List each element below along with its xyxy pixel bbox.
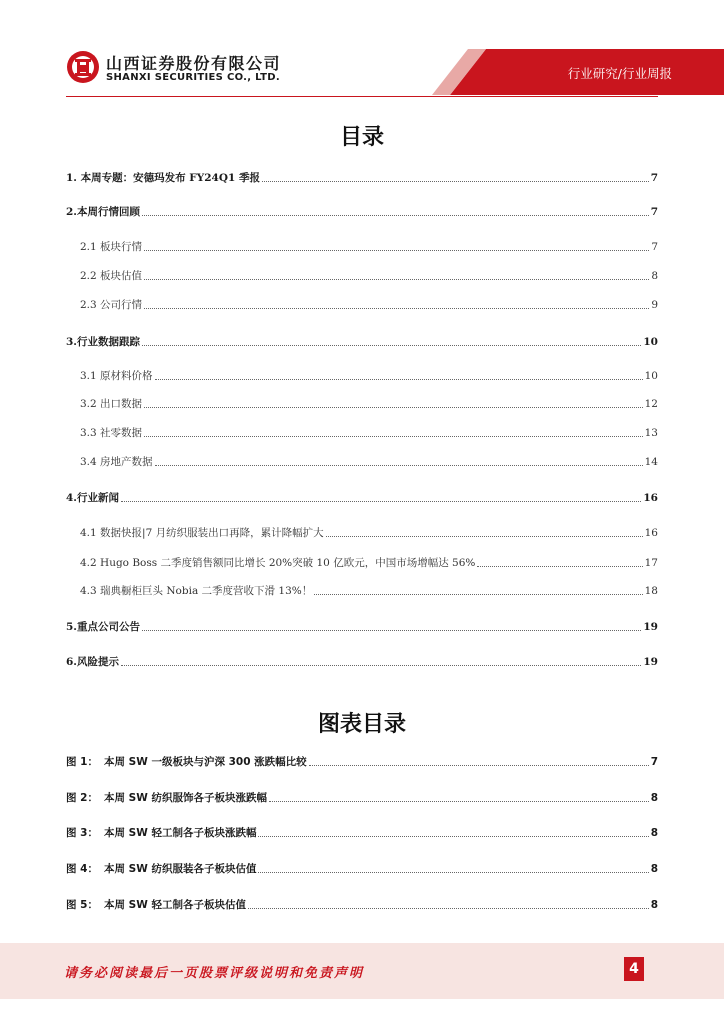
leader-dots [309, 764, 649, 766]
toc-entry-text: 4.3 瑞典橱柜巨头 Nobia 二季度营收下滑 13%！ [80, 585, 313, 597]
toc-entry-page: 18 [644, 585, 658, 597]
company-name-cn: 山西证券股份有限公司 [106, 54, 282, 73]
figures-title: 图表目录 [317, 712, 406, 737]
toc-entry-text: 3.4 房地产数据 [80, 456, 153, 468]
leader-dots [142, 344, 641, 346]
toc-entry-page: 14 [644, 456, 658, 468]
leader-dots [477, 565, 642, 567]
toc-entry-text: 4.行业新闻 [66, 492, 119, 504]
figure-entry-page: 8 [650, 827, 658, 839]
figure-entry[interactable] [66, 861, 658, 876]
toc-title: 目录 [339, 125, 384, 150]
figure-entry-text: 本周 SW 轻工制各子板块涨跌幅 [104, 827, 257, 839]
leader-dots [269, 800, 649, 802]
leader-dots [258, 871, 648, 873]
toc-entry-page: 7 [650, 206, 658, 218]
toc-entry-page: 7 [650, 172, 658, 184]
leader-dots [144, 435, 643, 437]
leader-dots [121, 500, 641, 502]
report-type-tag: 行业研究/行业周报 [567, 66, 672, 81]
leader-dots [326, 535, 643, 537]
header-divider [66, 96, 658, 97]
leader-dots [155, 464, 643, 466]
figure-entry-text: 本周 SW 纺织服饰各子板块涨跌幅 [104, 792, 267, 804]
figure-entry[interactable] [66, 825, 658, 840]
figure-label: 图 5： [66, 899, 98, 911]
toc-entry[interactable] [66, 204, 658, 219]
toc-entry-page: 10 [643, 336, 658, 348]
figure-entry[interactable] [66, 897, 658, 912]
toc-entry[interactable] [80, 368, 658, 383]
toc-entry-text: 3.2 出口数据 [80, 398, 143, 410]
toc-entry[interactable] [80, 555, 658, 570]
toc-entry-text: 4.2 Hugo Boss 二季度销售额同比增长 20%突破 10 亿欧元，中国市场增幅达 56% [80, 557, 476, 569]
page-number: 4 [624, 957, 644, 981]
toc-entry-page: 7 [651, 241, 658, 253]
figure-entry-text: 本周 SW 纺织服装各子板块估值 [104, 863, 257, 875]
leader-dots [142, 214, 649, 216]
toc-entry-text: 2.3 公司行情 [80, 299, 143, 311]
leader-dots [142, 629, 641, 631]
toc-entry-page: 19 [643, 621, 658, 633]
toc-entry-page: 13 [644, 427, 658, 439]
toc-entry[interactable] [66, 619, 658, 634]
toc-entry[interactable] [80, 239, 658, 254]
toc-entry[interactable] [66, 334, 658, 349]
toc-entry-text: 4.1 数据快报|7 月纺织服装出口再降，累计降幅扩大 [80, 527, 324, 539]
toc-entry[interactable] [80, 525, 658, 540]
toc-entry[interactable] [66, 654, 658, 669]
toc-entry[interactable] [66, 490, 658, 505]
leader-dots [121, 664, 641, 666]
toc-entry[interactable] [80, 268, 658, 283]
toc-entry-text: 3.1 原材料价格 [80, 370, 153, 382]
leader-dots [144, 406, 643, 408]
toc-entry[interactable] [80, 297, 658, 312]
company-logo-icon [66, 50, 100, 84]
toc-entry-page: 16 [643, 492, 658, 504]
toc-entry-text: 3.行业数据跟踪 [66, 336, 140, 348]
page-header [0, 0, 724, 100]
toc-entry-text: 6.风险提示 [66, 656, 119, 668]
leader-dots [314, 593, 642, 595]
figure-entry-text: 本周 SW 一级板块与沪深 300 涨跌幅比较 [104, 756, 307, 768]
toc-entry[interactable] [66, 170, 658, 185]
figure-label: 图 3： [66, 827, 98, 839]
leader-dots [144, 307, 649, 309]
leader-dots [258, 835, 648, 837]
toc-entry[interactable] [80, 583, 658, 598]
figure-label: 图 2： [66, 792, 98, 804]
figure-label: 图 4： [66, 863, 98, 875]
figure-entry-text: 本周 SW 轻工制各子板块估值 [104, 899, 246, 911]
figure-entry[interactable] [66, 790, 658, 805]
toc-entry-page: 8 [651, 270, 658, 282]
figure-entry-page: 7 [650, 756, 658, 768]
figure-entry[interactable] [66, 754, 658, 769]
toc-entry-text: 2.本周行情回顾 [66, 206, 140, 218]
toc-entry-text: 2.2 板块估值 [80, 270, 143, 282]
toc-entry-page: 9 [651, 299, 658, 311]
figure-label: 图 1： [66, 756, 98, 768]
toc-entry[interactable] [80, 425, 658, 440]
toc-entry[interactable] [80, 396, 658, 411]
company-name-en: SHANXI SECURITIES CO., LTD. [106, 72, 280, 83]
toc-entry[interactable] [80, 454, 658, 469]
toc-entry-page: 12 [644, 398, 658, 410]
leader-dots [144, 249, 649, 251]
leader-dots [155, 378, 643, 380]
toc-entry-text: 3.3 社零数据 [80, 427, 143, 439]
figure-entry-page: 8 [650, 863, 658, 875]
figure-entry-page: 8 [650, 899, 658, 911]
toc-entry-page: 17 [644, 557, 658, 569]
toc-entry-page: 19 [643, 656, 658, 668]
leader-dots [248, 907, 649, 909]
toc-entry-page: 16 [644, 527, 658, 539]
toc-entry-text: 2.1 板块行情 [80, 241, 143, 253]
figure-entry-page: 8 [650, 792, 658, 804]
toc-entry-text: 1. 本周专题：安德玛发布 FY24Q1 季报 [66, 172, 260, 184]
toc-entry-page: 10 [644, 370, 658, 382]
toc-entry-text: 5.重点公司公告 [66, 621, 140, 633]
leader-dots [144, 278, 649, 280]
footer-disclaimer: 请务必阅读最后一页股票评级说明和免责声明 [64, 966, 365, 981]
leader-dots [262, 180, 649, 182]
